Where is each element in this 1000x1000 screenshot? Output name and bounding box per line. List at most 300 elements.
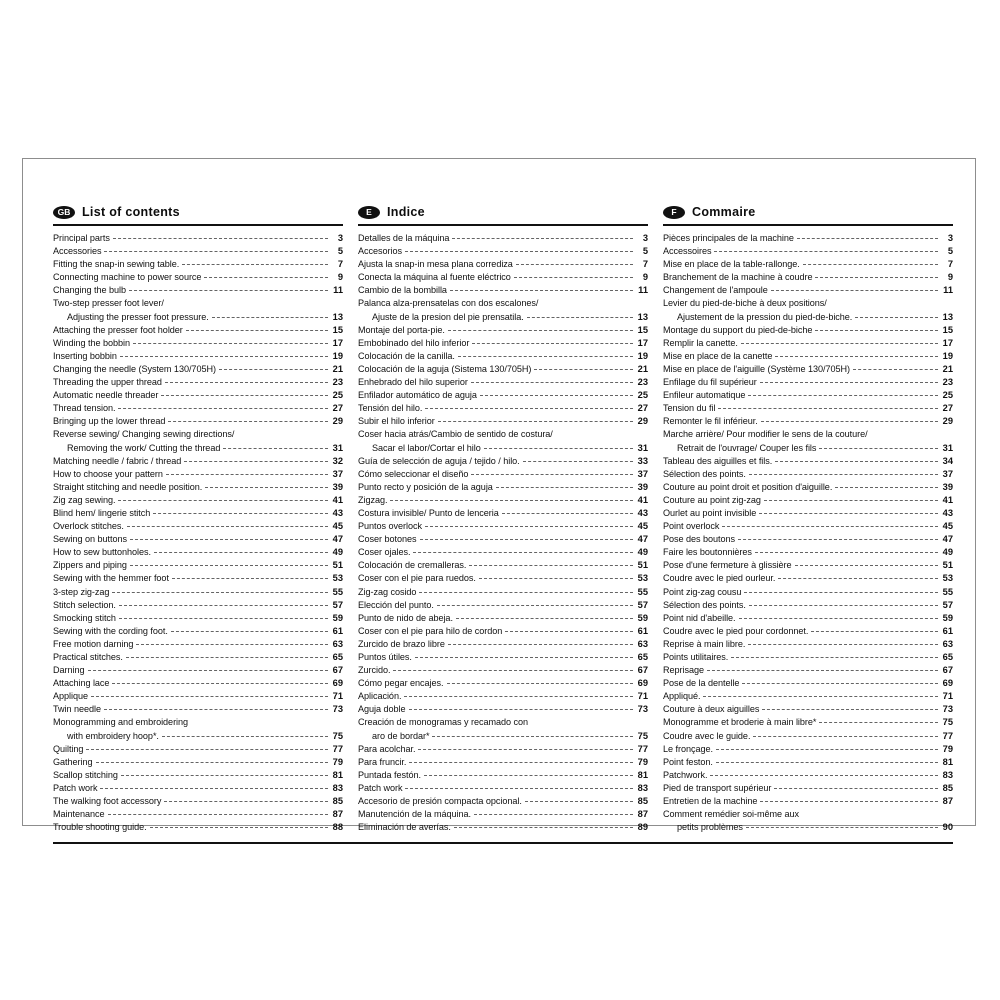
toc-entry[interactable] (53, 546, 343, 559)
toc-entry[interactable] (53, 507, 343, 520)
toc-entry-page-number: 13 (637, 311, 648, 322)
dot-leader (130, 538, 328, 540)
toc-entry[interactable] (663, 507, 953, 520)
toc-entry-label: aro de bordar* (372, 730, 430, 741)
toc-entry[interactable] (663, 337, 953, 350)
dot-leader (184, 460, 328, 462)
toc-entry-page-number: 37 (942, 468, 953, 479)
toc-entry[interactable] (53, 297, 343, 310)
toc-entry[interactable] (663, 494, 953, 507)
toc-entry[interactable] (53, 284, 343, 297)
toc-entry-page-number: 34 (942, 455, 953, 466)
toc-entry[interactable] (358, 402, 648, 415)
toc-entry[interactable] (358, 507, 648, 520)
dot-leader (126, 656, 328, 658)
toc-entry[interactable] (358, 716, 648, 729)
toc-entry-label: Coudre avec le pied ourleur. (663, 573, 776, 584)
toc-entry-label: Pose de la dentelle (663, 678, 740, 689)
dot-leader (165, 381, 328, 383)
toc-entry[interactable] (358, 415, 648, 428)
toc-entry[interactable] (53, 599, 343, 612)
toc-entry[interactable] (663, 586, 953, 599)
toc-entry[interactable] (358, 284, 648, 297)
toc-entry[interactable] (53, 586, 343, 599)
toc-entry[interactable] (358, 795, 648, 808)
toc-entry[interactable] (663, 651, 953, 664)
dot-leader (458, 355, 633, 357)
toc-entry-page-number: 41 (332, 494, 343, 505)
toc-entry[interactable] (358, 743, 648, 756)
dot-leader (474, 813, 633, 815)
toc-entry-page-number: 21 (637, 363, 648, 374)
toc-entry[interactable] (53, 769, 343, 782)
toc-entry[interactable] (358, 428, 648, 441)
toc-entry[interactable] (358, 599, 648, 612)
toc-entry-label: Coudre avec le pied pour cordonnet. (663, 625, 809, 636)
toc-entry[interactable] (358, 271, 648, 284)
toc-entry-page-number: 87 (942, 796, 953, 807)
toc-entry-page-number: 51 (332, 560, 343, 571)
toc-entry[interactable] (53, 428, 343, 441)
dot-leader (150, 826, 328, 828)
toc-entry-page-number: 61 (942, 625, 953, 636)
toc-entry-page-number: 7 (337, 259, 343, 270)
toc-entry[interactable] (663, 350, 953, 363)
toc-entry[interactable] (663, 468, 953, 481)
toc-entry-page-number: 73 (942, 704, 953, 715)
toc-entry[interactable] (358, 769, 648, 782)
dot-leader (104, 708, 328, 710)
toc-entry-label: Mise en place de l'aiguille (Système 130/705H) (663, 363, 850, 374)
manual-page-sheet (22, 158, 976, 833)
toc-entry-label: Ourlet au point invisible (663, 507, 757, 518)
dot-leader (760, 381, 938, 383)
toc-entry-label: Remplir la canette. (663, 337, 738, 348)
toc-entry-label: Changement de l'ampoule (663, 285, 768, 296)
toc-entry[interactable] (358, 442, 648, 455)
toc-entry[interactable] (53, 559, 343, 572)
toc-entry[interactable] (53, 271, 343, 284)
toc-entry-label: Removing the work/ Cutting the thread (67, 442, 221, 453)
toc-entry[interactable] (358, 520, 648, 533)
toc-entry[interactable] (358, 533, 648, 546)
toc-entry[interactable] (53, 402, 343, 415)
toc-entry[interactable] (663, 258, 953, 271)
toc-entry[interactable] (53, 703, 343, 716)
dot-leader (418, 748, 633, 750)
toc-entry-label: Point overlock (663, 521, 720, 532)
dot-leader (819, 721, 938, 723)
toc-entry[interactable] (663, 428, 953, 441)
dot-leader (121, 774, 328, 776)
toc-entry[interactable] (358, 690, 648, 703)
dot-leader (448, 329, 633, 331)
column-title: Indice (387, 205, 425, 219)
dot-leader (108, 813, 328, 815)
toc-entry[interactable] (53, 821, 343, 834)
toc-entry[interactable] (663, 284, 953, 297)
toc-entry-page-number: 29 (332, 416, 343, 427)
toc-entry-page-number: 59 (332, 612, 343, 623)
toc-entry-page-number: 17 (942, 337, 953, 348)
toc-entry[interactable] (53, 690, 343, 703)
dot-leader (761, 420, 938, 422)
toc-entry[interactable] (358, 389, 648, 402)
toc-entry[interactable] (53, 520, 343, 533)
dot-leader (88, 669, 329, 671)
toc-entry-page-number: 5 (947, 246, 953, 257)
toc-entry-label: Overlock stitches. (53, 521, 124, 532)
toc-entry-page-number: 69 (942, 678, 953, 689)
toc-entry[interactable] (53, 808, 343, 821)
toc-entry-label: Montaje del porta-pie. (358, 324, 445, 335)
toc-entry[interactable] (358, 232, 648, 245)
toc-entry-page-number: 47 (637, 534, 648, 545)
toc-entry[interactable] (358, 337, 648, 350)
toc-entry[interactable] (663, 756, 953, 769)
toc-entry[interactable] (663, 389, 953, 402)
toc-entry[interactable] (53, 664, 343, 677)
toc-entry[interactable] (663, 795, 953, 808)
toc-entry[interactable] (663, 612, 953, 625)
toc-entry[interactable] (663, 716, 953, 729)
toc-entry-label: Twin needle (53, 704, 101, 715)
toc-entry-label: Accessoires (663, 246, 712, 257)
toc-entry[interactable] (358, 703, 648, 716)
toc-entry-page-number: 7 (642, 259, 648, 270)
toc-entry-label: Zigzag. (358, 494, 388, 505)
toc-entry-page-number: 13 (332, 311, 343, 322)
toc-entry-label: Two-step presser foot lever/ (53, 298, 164, 309)
toc-entry-page-number: 47 (942, 534, 953, 545)
toc-entry[interactable] (663, 232, 953, 245)
toc-entry-page-number: 7 (947, 259, 953, 270)
toc-entry[interactable] (53, 533, 343, 546)
toc-entry[interactable] (53, 481, 343, 494)
toc-entry-page-number: 63 (942, 638, 953, 649)
toc-entry[interactable] (358, 782, 648, 795)
toc-entry[interactable] (358, 297, 648, 310)
toc-entry[interactable] (53, 638, 343, 651)
toc-entry-label: Point feston. (663, 756, 713, 767)
toc-entry[interactable] (53, 782, 343, 795)
toc-entry-label: How to sew buttonholes. (53, 547, 151, 558)
toc-entry-page-number: 57 (942, 599, 953, 610)
toc-entry-label: Automatic needle threader (53, 390, 159, 401)
toc-entry[interactable] (53, 677, 343, 690)
toc-entry[interactable] (358, 677, 648, 690)
dot-leader (480, 394, 633, 396)
toc-entry[interactable] (358, 638, 648, 651)
toc-entry-page-number: 85 (637, 796, 648, 807)
toc-entry-page-number: 43 (942, 507, 953, 518)
toc-entry[interactable] (663, 599, 953, 612)
dot-leader (219, 368, 328, 370)
toc-entry[interactable] (358, 245, 648, 258)
dot-leader (534, 368, 633, 370)
toc-entry-label: Palanca alza-prensatelas con dos escalones/ (358, 298, 539, 309)
toc-entry[interactable] (358, 546, 648, 559)
toc-entry-page-number: 9 (642, 272, 648, 283)
dot-leader (749, 473, 938, 475)
toc-entry-page-number: 73 (332, 704, 343, 715)
toc-entry[interactable] (53, 442, 343, 455)
dot-leader (432, 735, 633, 737)
toc-entry[interactable] (663, 559, 953, 572)
toc-entry-label: Zurcido. (358, 665, 391, 676)
toc-entry[interactable] (358, 559, 648, 572)
toc-entry-page-number: 89 (637, 822, 648, 833)
toc-entry[interactable] (53, 245, 343, 258)
toc-entry-label: Principal parts (53, 233, 110, 243)
toc-entry[interactable] (663, 415, 953, 428)
toc-entry[interactable] (663, 572, 953, 585)
toc-entry-page-number: 23 (637, 377, 648, 388)
toc-entry[interactable] (53, 651, 343, 664)
toc-entry[interactable] (358, 311, 648, 324)
toc-column (358, 203, 648, 834)
toc-entry[interactable] (663, 442, 953, 455)
toc-entry[interactable] (663, 481, 953, 494)
toc-entry[interactable] (358, 651, 648, 664)
toc-entry-page-number: 45 (332, 521, 343, 532)
dot-leader (405, 787, 633, 789)
toc-entry[interactable] (663, 533, 953, 546)
toc-columns (53, 203, 953, 834)
toc-entry-page-number: 75 (942, 717, 953, 728)
toc-entry-label: Subir el hilo inferior (358, 416, 435, 427)
toc-entry[interactable] (663, 690, 953, 703)
toc-entry[interactable] (358, 730, 648, 743)
toc-entry[interactable] (358, 258, 648, 271)
toc-entry-label: The walking foot accessory (53, 796, 162, 807)
toc-entry[interactable] (663, 455, 953, 468)
toc-entry-label: petits problèmes (677, 822, 743, 833)
toc-entry-label: Sacar el labor/Cortar el hilo (372, 442, 481, 453)
toc-entry-label: Quilting (53, 743, 84, 754)
toc-entry[interactable] (358, 821, 648, 834)
toc-entry[interactable] (358, 664, 648, 677)
dot-leader (205, 486, 328, 488)
toc-entry-page-number: 73 (637, 704, 648, 715)
toc-entry-page-number: 33 (637, 455, 648, 466)
toc-entry[interactable] (358, 481, 648, 494)
toc-entry-label: Coser con el pie para hilo de cordon (358, 625, 503, 636)
dot-leader (744, 591, 938, 593)
toc-entry[interactable] (53, 455, 343, 468)
toc-entry[interactable] (53, 258, 343, 271)
toc-entry-page-number: 53 (637, 573, 648, 584)
dot-leader (119, 617, 328, 619)
dot-leader (120, 355, 328, 357)
toc-entry[interactable] (358, 468, 648, 481)
toc-entry-page-number: 3 (337, 233, 343, 243)
dot-leader (424, 774, 633, 776)
toc-entry-label: Connecting machine to power source (53, 272, 202, 283)
toc-entry[interactable] (663, 677, 953, 690)
dot-leader (484, 447, 633, 449)
toc-entry[interactable] (53, 389, 343, 402)
toc-entry[interactable] (663, 730, 953, 743)
toc-entry[interactable] (53, 756, 343, 769)
dot-leader (425, 407, 633, 409)
toc-entry[interactable] (663, 821, 953, 834)
toc-entry[interactable] (663, 703, 953, 716)
toc-entry[interactable] (663, 311, 953, 324)
toc-entry-label: Sélection des points. (663, 468, 746, 479)
toc-entry[interactable] (53, 232, 343, 245)
toc-entry[interactable] (358, 376, 648, 389)
dot-leader (764, 499, 938, 501)
toc-entry-page-number: 83 (637, 782, 648, 793)
toc-entry-page-number: 27 (942, 403, 953, 414)
toc-entry-page-number: 57 (637, 599, 648, 610)
toc-entry-page-number: 19 (942, 350, 953, 361)
toc-entry[interactable] (663, 743, 953, 756)
toc-entry[interactable] (663, 363, 953, 376)
toc-entry-label: 3-step zig-zag (53, 586, 110, 597)
toc-entry[interactable] (663, 546, 953, 559)
toc-entry-label: Tableau des aiguilles et fils. (663, 455, 773, 466)
toc-entry[interactable] (53, 376, 343, 389)
dot-leader (118, 499, 328, 501)
toc-entry[interactable] (663, 402, 953, 415)
dot-leader (390, 499, 633, 501)
toc-entry[interactable] (53, 716, 343, 729)
toc-entry[interactable] (53, 494, 343, 507)
dot-leader (223, 447, 328, 449)
dot-leader (749, 604, 938, 606)
toc-entry[interactable] (358, 756, 648, 769)
toc-entry[interactable] (53, 468, 343, 481)
dot-leader (168, 420, 328, 422)
toc-entry-label: Zig-zag cosido (358, 586, 417, 597)
toc-entry-label: Retrait de l'ouvrage/ Couper les fils (677, 442, 817, 453)
toc-entry[interactable] (358, 363, 648, 376)
toc-entry[interactable] (358, 612, 648, 625)
toc-entry-page-number: 17 (332, 337, 343, 348)
toc-entry[interactable] (663, 520, 953, 533)
toc-entry-label: Faire les boutonnières (663, 547, 752, 558)
dot-leader (118, 407, 328, 409)
toc-entry[interactable] (53, 350, 343, 363)
toc-entry[interactable] (663, 245, 953, 258)
dot-leader (153, 512, 328, 514)
toc-entry-page-number: 49 (332, 547, 343, 558)
toc-entry-page-number: 88 (332, 822, 343, 833)
toc-entry-label: Elección del punto. (358, 599, 434, 610)
dot-leader (755, 551, 938, 553)
toc-entry-label: Cambio de la bombilla (358, 285, 447, 296)
toc-entry-page-number: 79 (332, 756, 343, 767)
toc-entry[interactable] (53, 415, 343, 428)
toc-entry-label: Levier du pied-de-biche à deux positions/ (663, 298, 827, 309)
toc-entry-page-number: 81 (637, 769, 648, 780)
toc-entry-page-number: 31 (332, 442, 343, 453)
toc-entry-page-number: 41 (942, 494, 953, 505)
toc-entry[interactable] (53, 572, 343, 585)
toc-entry[interactable] (358, 586, 648, 599)
toc-entry[interactable] (53, 743, 343, 756)
dot-leader (853, 368, 938, 370)
toc-entry-label: Attaching lace (53, 678, 110, 689)
toc-entry-label: Thread tension. (53, 403, 116, 414)
toc-entry-page-number: 5 (337, 246, 343, 257)
toc-entry-label: Couture au point zig-zag (663, 494, 761, 505)
toc-entry[interactable] (53, 337, 343, 350)
toc-entry[interactable] (53, 311, 343, 324)
toc-entry[interactable] (53, 363, 343, 376)
toc-entry-page-number: 61 (637, 625, 648, 636)
dot-leader (707, 669, 938, 671)
toc-entry[interactable] (663, 376, 953, 389)
dot-leader (96, 761, 329, 763)
toc-entry-page-number: 11 (943, 285, 953, 296)
toc-entry-page-number: 32 (332, 455, 343, 466)
toc-entry-label: Reverse sewing/ Changing sewing directions/ (53, 429, 235, 440)
toc-entry-label: Free motion darning (53, 638, 134, 649)
dot-leader (405, 250, 633, 252)
dot-leader (172, 577, 328, 579)
dot-leader (739, 617, 938, 619)
toc-entry[interactable] (358, 808, 648, 821)
toc-entry[interactable] (53, 625, 343, 638)
dot-leader (86, 748, 328, 750)
toc-entry[interactable] (358, 324, 648, 337)
toc-entry[interactable] (358, 494, 648, 507)
toc-entry[interactable] (663, 782, 953, 795)
dot-leader (419, 591, 633, 593)
dot-leader (815, 329, 938, 331)
toc-entry[interactable] (358, 350, 648, 363)
toc-entry[interactable] (663, 638, 953, 651)
toc-entry[interactable] (663, 271, 953, 284)
dot-leader (413, 551, 633, 553)
toc-entry[interactable] (358, 455, 648, 468)
dot-leader (803, 263, 938, 265)
toc-entry-label: Point nid d'abeille. (663, 612, 736, 623)
toc-entry-label: Puntos útiles. (358, 652, 412, 662)
toc-entry[interactable] (53, 795, 343, 808)
toc-entry-label: Aguja doble (358, 704, 406, 715)
toc-entry-label: Point zig-zag cousu (663, 586, 742, 597)
toc-entry[interactable] (53, 730, 343, 743)
toc-entry[interactable] (663, 625, 953, 638)
dot-leader (182, 263, 328, 265)
toc-entry-label: Zig zag sewing. (53, 494, 116, 505)
toc-entry-page-number: 9 (947, 272, 953, 283)
dot-leader (855, 316, 938, 318)
toc-entry[interactable] (663, 769, 953, 782)
toc-entry[interactable] (663, 808, 953, 821)
toc-entry-page-number: 45 (637, 521, 648, 532)
toc-entry-label: Blind hem/ lingerie stitch (53, 507, 151, 518)
dot-leader (164, 800, 328, 802)
toc-entry-page-number: 45 (942, 521, 953, 532)
toc-entry-page-number: 87 (637, 809, 648, 820)
toc-entry-label: Fitting the snap-in sewing table. (53, 259, 180, 270)
toc-entry[interactable] (358, 572, 648, 585)
toc-entry-label: Reprise à main libre. (663, 638, 746, 649)
toc-entry[interactable] (663, 297, 953, 310)
toc-entry[interactable] (53, 612, 343, 625)
toc-entry-label: Couture à deux aiguilles (663, 704, 760, 715)
toc-entry[interactable] (663, 664, 953, 677)
toc-entry[interactable] (53, 324, 343, 337)
toc-entry[interactable] (663, 324, 953, 337)
toc-entry-label: Smocking stitch (53, 612, 116, 623)
toc-entry[interactable] (358, 625, 648, 638)
